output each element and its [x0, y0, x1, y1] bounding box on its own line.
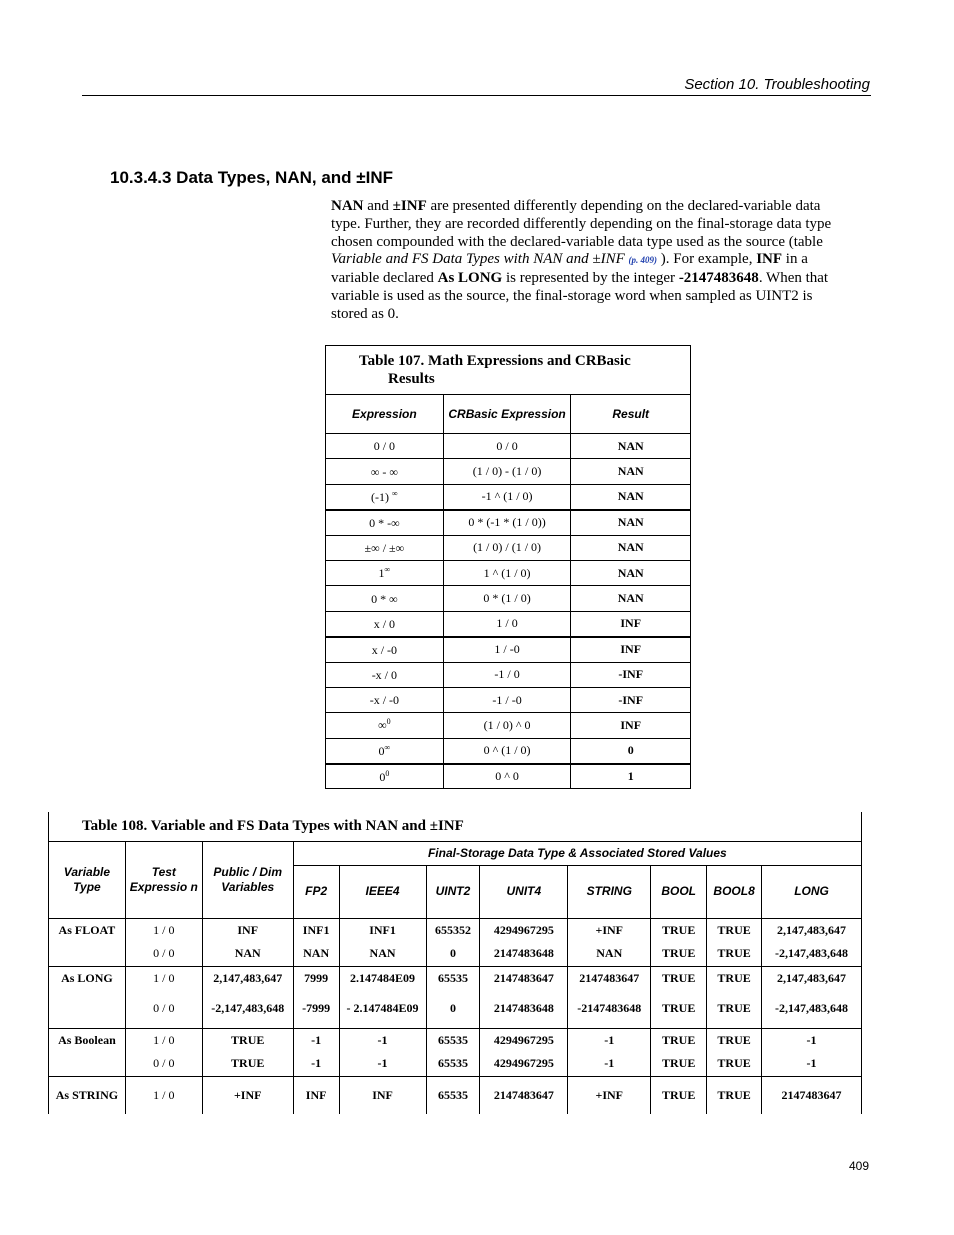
- test-expression-cell: 1 / 0: [125, 1028, 202, 1052]
- value-cell: TRUE: [651, 1052, 707, 1076]
- value-cell: 2147483647: [480, 966, 568, 990]
- value-cell: 65535: [426, 1028, 480, 1052]
- value-cell: -1: [568, 1052, 651, 1076]
- crbasic-cell: (1 / 0) / (1 / 0): [443, 535, 571, 560]
- expression-cell: $0^0$: [326, 764, 444, 789]
- result-cell: NAN: [571, 459, 691, 484]
- value-cell: 0: [426, 942, 480, 966]
- value-cell: INF: [339, 1076, 426, 1114]
- table-reference: Variable and FS Data Types with NAN and ±INF: [331, 251, 625, 268]
- table-row: [326, 434, 691, 459]
- value-cell: -1: [293, 1028, 339, 1052]
- value-cell: +INF: [568, 1076, 651, 1114]
- value-cell: -1: [339, 1028, 426, 1052]
- column-header: UINT2: [426, 865, 480, 918]
- table-row: [326, 764, 691, 789]
- variable-type-cell: As LONG: [49, 966, 126, 990]
- value-cell: TRUE: [707, 1052, 762, 1076]
- crbasic-cell: -1 / -0: [443, 687, 571, 712]
- value-cell: -1: [568, 1028, 651, 1052]
- result-cell: INF: [571, 637, 691, 662]
- table-row: [326, 637, 691, 662]
- column-header: Expression: [326, 395, 444, 434]
- table-row: [326, 535, 691, 560]
- column-header: IEEE4: [339, 865, 426, 918]
- test-expression-cell: 1 / 0: [125, 918, 202, 942]
- table-row: [49, 1028, 862, 1052]
- value-cell: 7999: [293, 966, 339, 990]
- variable-type-cell: [49, 990, 126, 1028]
- expression-cell: ∞ - ∞: [326, 459, 444, 484]
- value-cell: 655352: [426, 918, 480, 942]
- crbasic-cell: 1 / -0: [443, 637, 571, 662]
- test-expression-cell: 1 / 0: [125, 1076, 202, 1114]
- column-header: Public / Dim Variables: [202, 841, 293, 918]
- test-expression-cell: 1 / 0: [125, 966, 202, 990]
- running-header: Section 10. Troubleshooting: [684, 76, 870, 93]
- value-cell: 2,147,483,647: [202, 966, 293, 990]
- header-rule: [82, 95, 871, 96]
- column-header: Result: [571, 395, 691, 434]
- result-cell: -INF: [571, 687, 691, 712]
- crbasic-cell: (1 / 0) ^ 0: [443, 713, 571, 738]
- value-cell: 4294967295: [480, 1028, 568, 1052]
- result-cell: NAN: [571, 560, 691, 585]
- value-cell: 2147483648: [480, 942, 568, 966]
- column-header: CRBasic Expression: [443, 395, 571, 434]
- value-cell: -2147483648: [568, 990, 651, 1028]
- value-cell: 2,147,483,647: [762, 918, 862, 942]
- value-cell: 65535: [426, 1076, 480, 1114]
- value-cell: -1: [339, 1052, 426, 1076]
- crbasic-cell: 0 * (1 / 0): [443, 586, 571, 611]
- crbasic-cell: -1 / 0: [443, 662, 571, 687]
- crbasic-cell: -1 ^ (1 / 0): [443, 484, 571, 509]
- value-cell: -2,147,483,648: [202, 990, 293, 1028]
- result-cell: NAN: [571, 434, 691, 459]
- value-cell: -1: [762, 1052, 862, 1076]
- value-cell: 4294967295: [480, 918, 568, 942]
- column-header: FP2: [293, 865, 339, 918]
- data-types-table: [48, 812, 862, 1114]
- expression-cell: -x / 0: [326, 662, 444, 687]
- value-cell: -7999: [293, 990, 339, 1028]
- result-cell: NAN: [571, 484, 691, 509]
- value-cell: TRUE: [651, 1028, 707, 1052]
- result-cell: NAN: [571, 586, 691, 611]
- table-row: [49, 1076, 862, 1114]
- table-row: [326, 687, 691, 712]
- value-cell: 0: [426, 990, 480, 1028]
- variable-type-cell: As STRING: [49, 1076, 126, 1114]
- crbasic-cell: 0 ^ 0: [443, 764, 571, 789]
- table-row: [326, 713, 691, 738]
- expression-cell: (-1) ∞: [326, 484, 444, 509]
- expression-cell: 0 * -∞: [326, 510, 444, 535]
- value-cell: TRUE: [651, 918, 707, 942]
- value-cell: NAN: [202, 942, 293, 966]
- page-reference-link[interactable]: (p. 409): [628, 255, 658, 266]
- value-cell: - 2.147484E09: [339, 990, 426, 1028]
- value-cell: NAN: [339, 942, 426, 966]
- value-cell: TRUE: [202, 1028, 293, 1052]
- value-cell: TRUE: [651, 1076, 707, 1114]
- expression-cell: 0 * ∞: [326, 586, 444, 611]
- term-inf: ±INF: [392, 198, 427, 214]
- value-cell: -1: [762, 1028, 862, 1052]
- value-cell: INF1: [293, 918, 339, 942]
- variable-type-cell: As FLOAT: [49, 918, 126, 942]
- expression-cell: 0∞: [326, 738, 444, 763]
- variable-type-cell: [49, 942, 126, 966]
- value-cell: TRUE: [707, 966, 762, 990]
- value-cell: TRUE: [707, 990, 762, 1028]
- value-cell: 65535: [426, 1052, 480, 1076]
- result-cell: 0: [571, 738, 691, 763]
- value-cell: TRUE: [707, 1076, 762, 1114]
- expression-cell: 1∞: [326, 560, 444, 585]
- expression-cell: x / -0: [326, 637, 444, 662]
- table-row: [49, 942, 862, 966]
- result-cell: -INF: [571, 662, 691, 687]
- table-row: [326, 662, 691, 687]
- column-header: LONG: [762, 865, 862, 918]
- column-header: STRING: [568, 865, 651, 918]
- column-header: BOOL: [651, 865, 707, 918]
- crbasic-cell: 0 ^ (1 / 0): [443, 738, 571, 763]
- crbasic-cell: (1 / 0) - (1 / 0): [443, 459, 571, 484]
- crbasic-cell: 0 / 0: [443, 434, 571, 459]
- value-cell: TRUE: [707, 918, 762, 942]
- table-row: [326, 560, 691, 585]
- value-cell: INF: [293, 1076, 339, 1114]
- table-row: [326, 459, 691, 484]
- table-row: [326, 484, 691, 509]
- column-header: Test Expressio n: [125, 841, 202, 918]
- result-cell: 1: [571, 764, 691, 789]
- value-cell: +INF: [568, 918, 651, 942]
- column-header: BOOL8: [707, 865, 762, 918]
- expression-cell: -x / -0: [326, 687, 444, 712]
- table-caption: Table 107. Math Expressions and CRBasic Results: [326, 346, 691, 395]
- value-cell: INF: [202, 918, 293, 942]
- value-cell: -2,147,483,648: [762, 942, 862, 966]
- value-cell: TRUE: [707, 1028, 762, 1052]
- page-number: 409: [848, 1159, 869, 1173]
- variable-type-cell: [49, 1052, 126, 1076]
- test-expression-cell: 0 / 0: [125, 990, 202, 1028]
- expression-cell: ∞$^0$: [326, 713, 444, 738]
- value-cell: TRUE: [651, 942, 707, 966]
- table-row: [49, 918, 862, 942]
- body-paragraph: NAN and ±INF are presented differently depending on the declared-variable data type. Further, they are recorded differently depending on the final-storage data type chosen compounded with the declared-variable data type used as the source (table Variable and FS Data Types with NAN and ±INF (p. 409) ). For example, INF in a variable declared As LONG is represented by the integer -2147483648. When that variable is used as the source, the final-storage word when sampled as UINT2 is stored as 0.: [331, 198, 832, 322]
- test-expression-cell: 0 / 0: [125, 942, 202, 966]
- test-expression-cell: 0 / 0: [125, 1052, 202, 1076]
- result-cell: NAN: [571, 535, 691, 560]
- table-row: [326, 586, 691, 611]
- crbasic-cell: 1 / 0: [443, 611, 571, 636]
- expression-cell: ±∞ / ±∞: [326, 535, 444, 560]
- value-cell: TRUE: [707, 942, 762, 966]
- value-cell: -1: [293, 1052, 339, 1076]
- result-cell: NAN: [571, 510, 691, 535]
- value-cell: 2147483648: [480, 990, 568, 1028]
- value-cell: NAN: [568, 942, 651, 966]
- result-cell: INF: [571, 611, 691, 636]
- group-header: Final-Storage Data Type & Associated Stored Values: [293, 841, 861, 865]
- value-cell: 2147483647: [568, 966, 651, 990]
- value-cell: -2,147,483,648: [762, 990, 862, 1028]
- table-caption: Table 108. Variable and FS Data Types with NAN and ±INF: [49, 812, 862, 841]
- value-cell: 2147483647: [480, 1076, 568, 1114]
- table-row: [326, 611, 691, 636]
- value-cell: 4294967295: [480, 1052, 568, 1076]
- section-heading: 10.3.4.3 Data Types, NAN, and ±INF: [110, 168, 393, 187]
- table-row: [49, 990, 862, 1028]
- value-cell: INF1: [339, 918, 426, 942]
- variable-type-cell: As Boolean: [49, 1028, 126, 1052]
- value-cell: TRUE: [651, 966, 707, 990]
- value-cell: 2,147,483,647: [762, 966, 862, 990]
- value-cell: 65535: [426, 966, 480, 990]
- result-cell: INF: [571, 713, 691, 738]
- column-header: Variable Type: [49, 841, 126, 918]
- value-cell: 2147483647: [762, 1076, 862, 1114]
- value-cell: +INF: [202, 1076, 293, 1114]
- value-cell: NAN: [293, 942, 339, 966]
- value-cell: TRUE: [202, 1052, 293, 1076]
- math-expressions-table: [325, 345, 691, 789]
- value-cell: 2.147484E09: [339, 966, 426, 990]
- table-row: [49, 1052, 862, 1076]
- value-cell: TRUE: [651, 990, 707, 1028]
- expression-cell: x / 0: [326, 611, 444, 636]
- expression-cell: 0 / 0: [326, 434, 444, 459]
- table-row: [326, 510, 691, 535]
- table-row: [49, 966, 862, 990]
- crbasic-cell: 0 * (-1 * (1 / 0)): [443, 510, 571, 535]
- term-nan: NAN: [331, 198, 364, 214]
- column-header: UNIT4: [480, 865, 568, 918]
- table-row: [326, 738, 691, 763]
- crbasic-cell: 1 ^ (1 / 0): [443, 560, 571, 585]
